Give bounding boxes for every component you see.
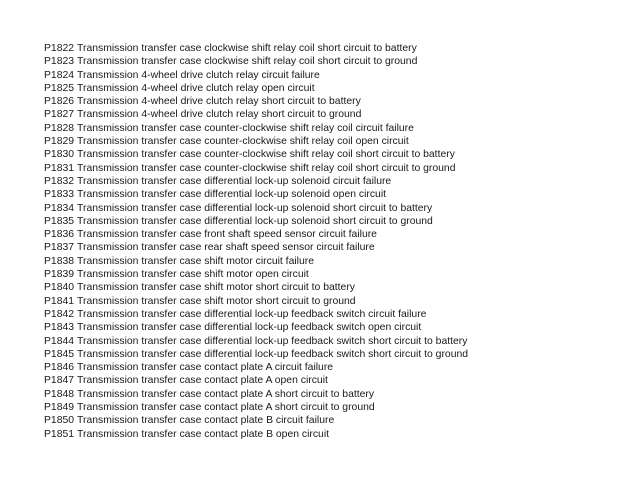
list-item [44,95,468,108]
code-number: P1830 [44,149,75,161]
code-number: P1827 [44,109,75,121]
list-item [44,228,468,241]
code-description: Transmission transfer case differential lock-up feedback switch short circuit to ground [77,348,469,360]
list-item [44,148,468,161]
code-number: P1835 [44,215,75,227]
list-item [44,42,468,55]
code-number: P1822 [44,43,75,54]
code-number: P1829 [44,136,75,148]
code-description: Transmission 4-wheel drive clutch relay open circuit [77,82,315,94]
code-description: Transmission transfer case shift motor short circuit to ground [77,295,356,307]
list-item [44,321,468,334]
code-description: Transmission transfer case differential lock-up feedback switch short circuit to battery [77,335,468,347]
code-description: Transmission transfer case contact plate A open circuit [77,375,328,387]
list-item [44,414,468,427]
list-item [44,188,468,201]
code-number: P1850 [44,415,75,427]
code-number: P1842 [44,308,75,320]
code-description: Transmission transfer case shift motor circuit failure [77,255,314,267]
list-item [44,122,468,135]
code-number: P1849 [44,402,75,414]
code-description: Transmission transfer case differential lock-up solenoid circuit failure [77,175,392,187]
list-item [44,268,468,281]
list-item [44,69,468,82]
list-item [44,255,468,268]
code-description: Transmission transfer case contact plate A circuit failure [77,362,334,374]
list-item [44,428,468,441]
list-item [44,348,468,361]
list-item [44,241,468,254]
code-description: Transmission transfer case counter-clockwise shift relay coil circuit failure [77,122,414,134]
code-number: P1826 [44,96,75,108]
code-number: P1845 [44,348,75,360]
code-number: P1833 [44,189,75,201]
code-number: P1847 [44,375,75,387]
code-number: P1832 [44,175,75,187]
code-number: P1851 [44,428,75,440]
code-number: P1837 [44,242,75,254]
list-item [44,361,468,374]
list-item [44,162,468,175]
list-item [44,55,468,68]
list-item [44,295,468,308]
list-item [44,335,468,348]
code-description: Transmission transfer case differential lock-up feedback switch circuit failure [77,308,427,320]
code-number: P1839 [44,269,75,281]
code-number: P1840 [44,282,75,294]
code-number: P1825 [44,82,75,94]
list-item [44,374,468,387]
code-description: Transmission transfer case contact plate B circuit failure [77,415,335,427]
list-item [44,215,468,228]
code-description: Transmission 4-wheel drive clutch relay short circuit to ground [77,109,362,121]
code-number: P1824 [44,69,75,81]
code-description: Transmission transfer case counter-clockwise shift relay coil short circuit to ground [77,162,456,174]
code-description: Transmission transfer case rear shaft speed sensor circuit failure [77,242,375,254]
code-number: P1846 [44,362,75,374]
code-description: Transmission transfer case counter-clockwise shift relay coil open circuit [77,136,409,148]
code-number: P1831 [44,162,75,174]
code-description: Transmission transfer case clockwise shift relay coil short circuit to ground [77,56,418,68]
list-item [44,135,468,148]
list-item [44,82,468,95]
code-number: P1838 [44,255,75,267]
code-description: Transmission 4-wheel drive clutch relay short circuit to battery [77,96,361,108]
code-description: Transmission transfer case front shaft speed sensor circuit failure [77,229,377,241]
code-description: Transmission transfer case differential lock-up solenoid short circuit to battery [77,202,433,214]
code-description: Transmission transfer case differential lock-up solenoid open circuit [77,189,387,201]
code-description: Transmission transfer case contact plate A short circuit to battery [77,388,375,400]
code-description: Transmission transfer case shift motor short circuit to battery [77,282,355,294]
code-description: Transmission transfer case contact plate A short circuit to ground [77,402,375,414]
code-number: P1823 [44,56,75,68]
list-item [44,401,468,414]
list-item [44,108,468,121]
code-description: Transmission transfer case counter-clockwise shift relay coil short circuit to battery [77,149,455,161]
code-description: Transmission transfer case clockwise shift relay coil short circuit to battery [77,43,417,54]
code-description: Transmission transfer case differential lock-up feedback switch open circuit [77,322,422,334]
code-description: Transmission transfer case differential lock-up solenoid short circuit to ground [77,215,433,227]
list-item [44,175,468,188]
code-description: Transmission transfer case shift motor open circuit [77,269,309,281]
list-item [44,308,468,321]
code-number: P1843 [44,322,75,334]
code-number: P1836 [44,229,75,241]
list-item [44,281,468,294]
code-description: Transmission transfer case contact plate B open circuit [77,428,330,440]
code-number: P1841 [44,295,75,307]
code-number: P1848 [44,388,75,400]
code-description: Transmission 4-wheel drive clutch relay circuit failure [77,69,320,81]
code-number: P1844 [44,335,75,347]
list-item [44,202,468,215]
code-number: P1834 [44,202,75,214]
diagnostic-code-list [44,42,468,441]
list-item [44,388,468,401]
code-number: P1828 [44,122,75,134]
